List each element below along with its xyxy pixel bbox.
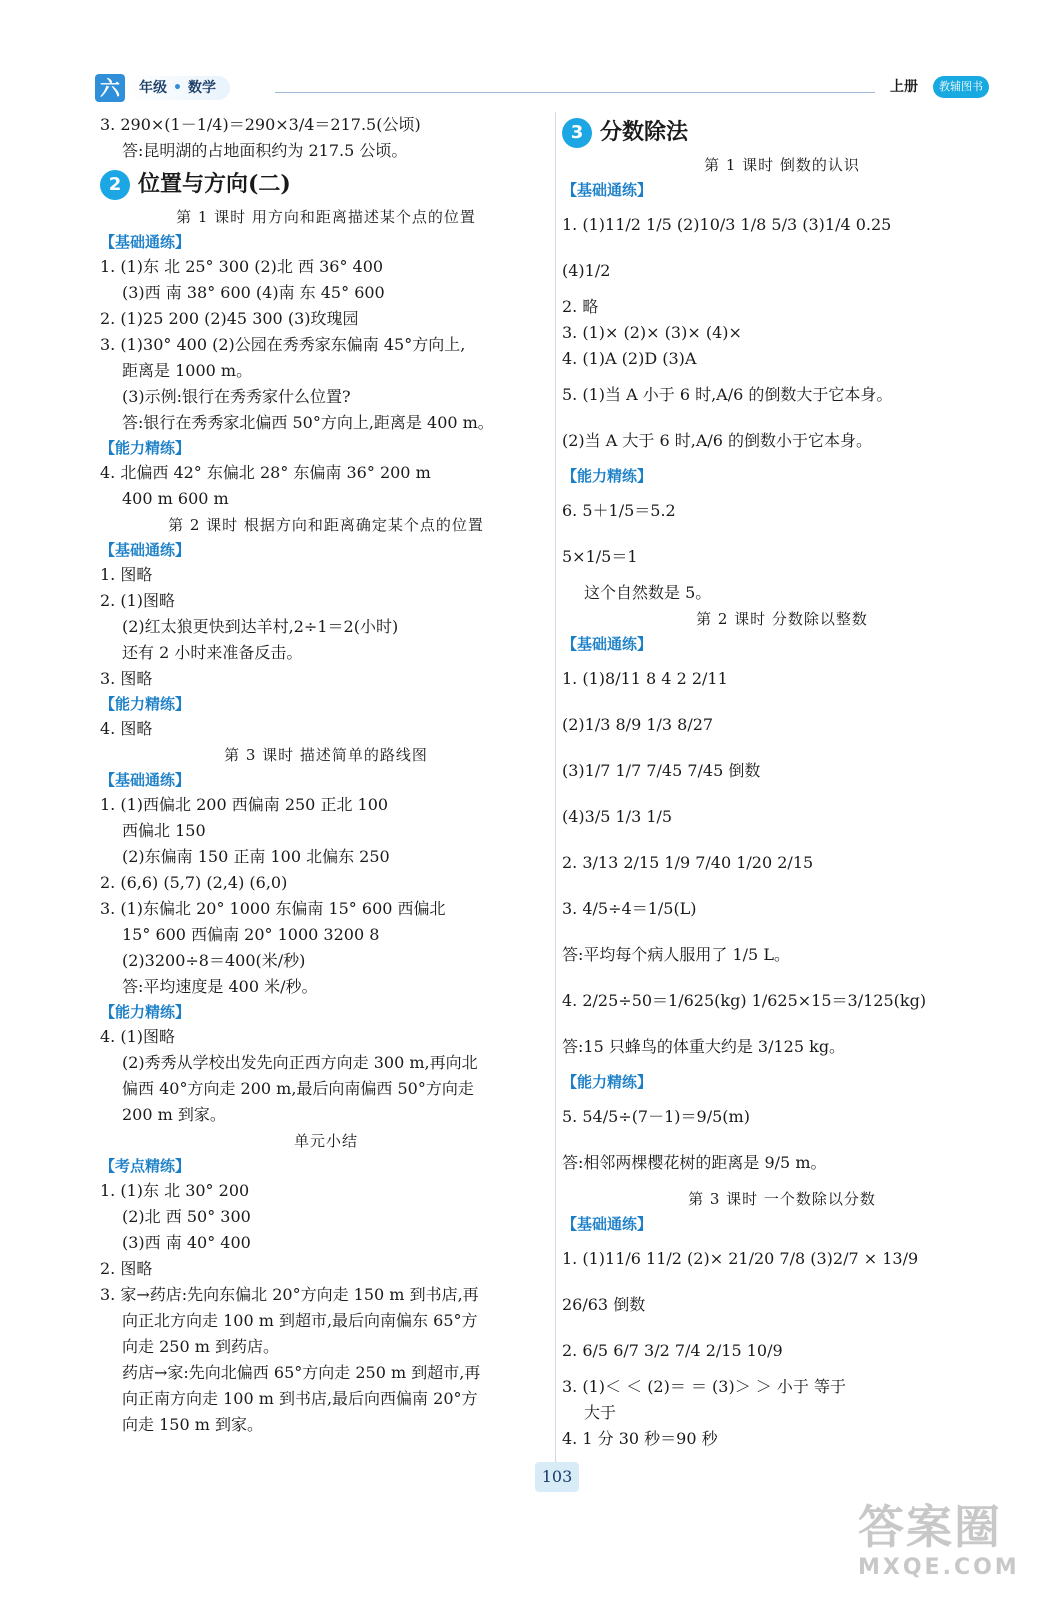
right-column bbox=[562, 112, 1002, 1452]
answer-line: 3. (1)30° 400 (2)公园在秀秀家东偏南 45°方向上, bbox=[100, 335, 466, 354]
answer-line-fraction: 6. 5＋1/5＝5.2 bbox=[562, 501, 676, 520]
exercise-tag: 【能力精练】 bbox=[100, 439, 191, 457]
section-number-badge: 3 bbox=[562, 118, 592, 148]
answer-line-indented: 向走 250 m 到药店。 bbox=[122, 1337, 279, 1356]
column-divider bbox=[555, 112, 556, 1492]
answer-line-indented: (2)北 西 50° 300 bbox=[122, 1207, 251, 1226]
watermark-url: MXQE.COM bbox=[858, 1555, 1020, 1580]
answer-line: 2. (1)25 200 (2)45 300 (3)玫瑰园 bbox=[100, 309, 359, 328]
exercise-tag: 【考点精练】 bbox=[100, 1157, 191, 1175]
exercise-tag: 【能力精练】 bbox=[100, 695, 191, 713]
answer-line-indented: 药店→家:先向北偏西 65°方向走 250 m 到超市,再 bbox=[122, 1363, 481, 1382]
left-column bbox=[100, 112, 552, 1438]
grade-label: 年级 bbox=[139, 80, 167, 96]
answer-line-fraction: 2. 3/13 2/15 1/9 7/40 1/20 2/15 bbox=[562, 853, 814, 872]
answer-line-indented: (3)西 南 38° 600 (4)南 东 45° 600 bbox=[122, 283, 385, 302]
answer-line-indented: (3)西 南 40° 400 bbox=[122, 1233, 251, 1252]
answer-line: 4. 北偏西 42° 东偏北 28° 东偏南 36° 200 m bbox=[100, 463, 431, 482]
lesson-subtitle: 第 2 课时 根据方向和距离确定某个点的位置 bbox=[168, 516, 484, 534]
answer-line-indented: 偏西 40°方向走 200 m,最后向南偏西 50°方向走 bbox=[122, 1079, 474, 1098]
answer-line-indented: 400 m 600 m bbox=[122, 489, 229, 508]
answer-line-indented: 大于 bbox=[584, 1403, 617, 1422]
exercise-tag: 【基础通练】 bbox=[100, 233, 191, 251]
answer-line-indented: 向正北方向走 100 m 到超市,最后向南偏东 65°方 bbox=[122, 1311, 478, 1330]
answer-line: 1. (1)西偏北 200 西偏南 250 正北 100 bbox=[100, 795, 389, 814]
answer-line-indented: (2)东偏南 150 正南 100 北偏东 250 bbox=[122, 847, 390, 866]
answer-line-fraction: 1. (1)8/11 8 4 2 2/11 bbox=[562, 669, 728, 688]
section-title-text: 分数除法 bbox=[600, 119, 689, 145]
answer-line: 3. 家→药店:先向东偏北 20°方向走 150 m 到书店,再 bbox=[100, 1285, 479, 1304]
answer-line: 4. 图略 bbox=[100, 719, 153, 738]
answer-line: 4. (1)图略 bbox=[100, 1027, 176, 1046]
lesson-subtitle: 第 1 课时 倒数的认识 bbox=[704, 156, 860, 174]
watermark-text: 答案圈 bbox=[858, 1500, 1002, 1554]
answer-line-indented: (3)示例:银行在秀秀家什么位置? bbox=[122, 387, 351, 406]
answer-line-indented: 向走 150 m 到家。 bbox=[122, 1415, 263, 1434]
answer-line: 3. 图略 bbox=[100, 669, 153, 688]
answer-line-indented: 还有 2 小时来准备反击。 bbox=[122, 643, 303, 662]
lesson-subtitle: 第 1 课时 用方向和距离描述某个点的位置 bbox=[176, 208, 476, 226]
volume-label: 上册 bbox=[890, 79, 918, 95]
answer-line-fraction: (4)3/5 1/3 1/5 bbox=[562, 807, 673, 826]
answer-line-indented: 15° 600 西偏南 20° 1000 3200 8 bbox=[122, 925, 380, 944]
grade-subject-tab bbox=[129, 76, 230, 100]
exercise-tag: 【能力精练】 bbox=[562, 467, 653, 485]
lesson-subtitle: 第 3 课时 一个数除以分数 bbox=[688, 1190, 876, 1208]
answer-line-indented: (2)红太狼更快到达羊村,2÷1＝2(小时) bbox=[122, 617, 399, 636]
exercise-tag: 【基础通练】 bbox=[100, 541, 191, 559]
answer-line: 3. (1)＜ ＜ (2)＝ ＝ (3)＞ ＞ 小于 等于 bbox=[562, 1377, 846, 1396]
answer-line-indented: 向正南方向走 100 m 到书店,最后向西偏南 20°方 bbox=[122, 1389, 478, 1408]
answer-line: 4. (1)A (2)D (3)A bbox=[562, 349, 697, 368]
answer-line-indented: 答:银行在秀秀家北偏西 50°方向上,距离是 400 m。 bbox=[122, 413, 494, 432]
answer-line: 3. (1)东偏北 20° 1000 东偏南 15° 600 西偏北 bbox=[100, 899, 446, 918]
answer-line-fraction: 2. 6/5 6/7 3/2 7/4 2/15 10/9 bbox=[562, 1341, 783, 1360]
answer-line-indented: 答:平均速度是 400 米/秒。 bbox=[122, 977, 318, 996]
page-number: 103 bbox=[535, 1462, 579, 1492]
separator-dot-icon: • bbox=[173, 80, 182, 96]
exercise-tag: 【基础通练】 bbox=[562, 1215, 653, 1233]
exercise-tag: 【基础通练】 bbox=[100, 771, 191, 789]
answer-line-fraction: 4. 2/25÷50＝1/625(kg) 1/625×15＝3/125(kg) bbox=[562, 991, 927, 1010]
section-title-text: 位置与方向(二) bbox=[138, 171, 291, 197]
answer-line-fraction: 5×1/5＝1 bbox=[562, 547, 638, 566]
answer-line: 3. (1)× (2)× (3)× (4)× bbox=[562, 323, 742, 342]
answer-line-indented: 距离是 1000 m。 bbox=[122, 361, 253, 380]
grade-badge: 六 bbox=[95, 74, 125, 102]
lesson-subtitle: 单元小结 bbox=[293, 1132, 358, 1150]
answer-line: 1. (1)东 北 25° 300 (2)北 西 36° 400 bbox=[100, 257, 384, 276]
exercise-tag: 【基础通练】 bbox=[562, 181, 653, 199]
answer-line-indented: 答:昆明湖的占地面积约为 217.5 公顷。 bbox=[122, 141, 408, 160]
answer-line-fraction: 1. (1)11/2 1/5 (2)10/3 1/8 5/3 (3)1/4 0.25 bbox=[562, 215, 892, 234]
page-header bbox=[95, 74, 995, 108]
answer-line-fraction: 26/63 倒数 bbox=[562, 1295, 646, 1314]
lesson-subtitle: 第 3 课时 描述简单的路线图 bbox=[224, 746, 428, 764]
answer-line: 2. (6,6) (5,7) (2,4) (6,0) bbox=[100, 873, 288, 892]
answer-line-fraction: 5. (1)当 A 小于 6 时,A/6 的倒数大于它本身。 bbox=[562, 385, 893, 404]
exercise-tag: 【能力精练】 bbox=[100, 1003, 191, 1021]
section-title bbox=[100, 166, 552, 202]
answer-line: 2. (1)图略 bbox=[100, 591, 176, 610]
exercise-tag: 【基础通练】 bbox=[562, 635, 653, 653]
answer-line-fraction: (4)1/2 bbox=[562, 261, 611, 280]
answer-line: 2. 图略 bbox=[100, 1259, 153, 1278]
subject-label: 数学 bbox=[187, 80, 216, 96]
answer-line: 3. 290×(1－1/4)＝290×3/4＝217.5(公顷) bbox=[100, 115, 421, 134]
answer-line: 1. 图略 bbox=[100, 565, 153, 584]
answer-line: 4. 1 分 30 秒＝90 秒 bbox=[562, 1429, 718, 1448]
answer-line-fraction: 答:15 只蜂鸟的体重大约是 3/125 kg。 bbox=[562, 1037, 846, 1056]
answer-line-indented: 西偏北 150 bbox=[122, 821, 206, 840]
header-rule bbox=[275, 92, 875, 93]
answer-line-fraction: (2)当 A 大于 6 时,A/6 的倒数小于它本身。 bbox=[562, 431, 873, 450]
answer-line-fraction: 5. 54/5÷(7－1)＝9/5(m) bbox=[562, 1107, 750, 1126]
answer-line-fraction: (2)1/3 8/9 1/3 8/27 bbox=[562, 715, 714, 734]
answer-line-indented: (2)秀秀从学校出发先向正西方向走 300 m,再向北 bbox=[122, 1053, 478, 1072]
answer-line-fraction: 3. 4/5÷4＝1/5(L) bbox=[562, 899, 697, 918]
answer-line: 2. 略 bbox=[562, 297, 599, 316]
answer-line-fraction: 1. (1)11/6 11/2 (2)× 21/20 7/8 (3)2/7 × 13/9 bbox=[562, 1249, 919, 1268]
section-number-badge: 2 bbox=[100, 170, 130, 200]
answer-line-indented: (2)3200÷8＝400(米/秒) bbox=[122, 951, 306, 970]
answer-line-indented: 200 m 到家。 bbox=[122, 1105, 226, 1124]
answer-line: 1. (1)东 北 30° 200 bbox=[100, 1181, 250, 1200]
section-title bbox=[562, 114, 1002, 150]
answer-line-fraction: (3)1/7 1/7 7/45 7/45 倒数 bbox=[562, 761, 761, 780]
lesson-subtitle: 第 2 课时 分数除以整数 bbox=[696, 610, 868, 628]
watermark-logo bbox=[858, 1500, 1020, 1582]
answer-line-fraction: 答:平均每个病人服用了 1/5 L。 bbox=[562, 945, 790, 964]
answer-line-indented: 这个自然数是 5。 bbox=[584, 583, 712, 602]
answer-line-fraction: 答:相邻两棵樱花树的距离是 9/5 m。 bbox=[562, 1153, 827, 1172]
exercise-tag: 【能力精练】 bbox=[562, 1073, 653, 1091]
publisher-logo: 教辅图书 bbox=[933, 76, 989, 98]
